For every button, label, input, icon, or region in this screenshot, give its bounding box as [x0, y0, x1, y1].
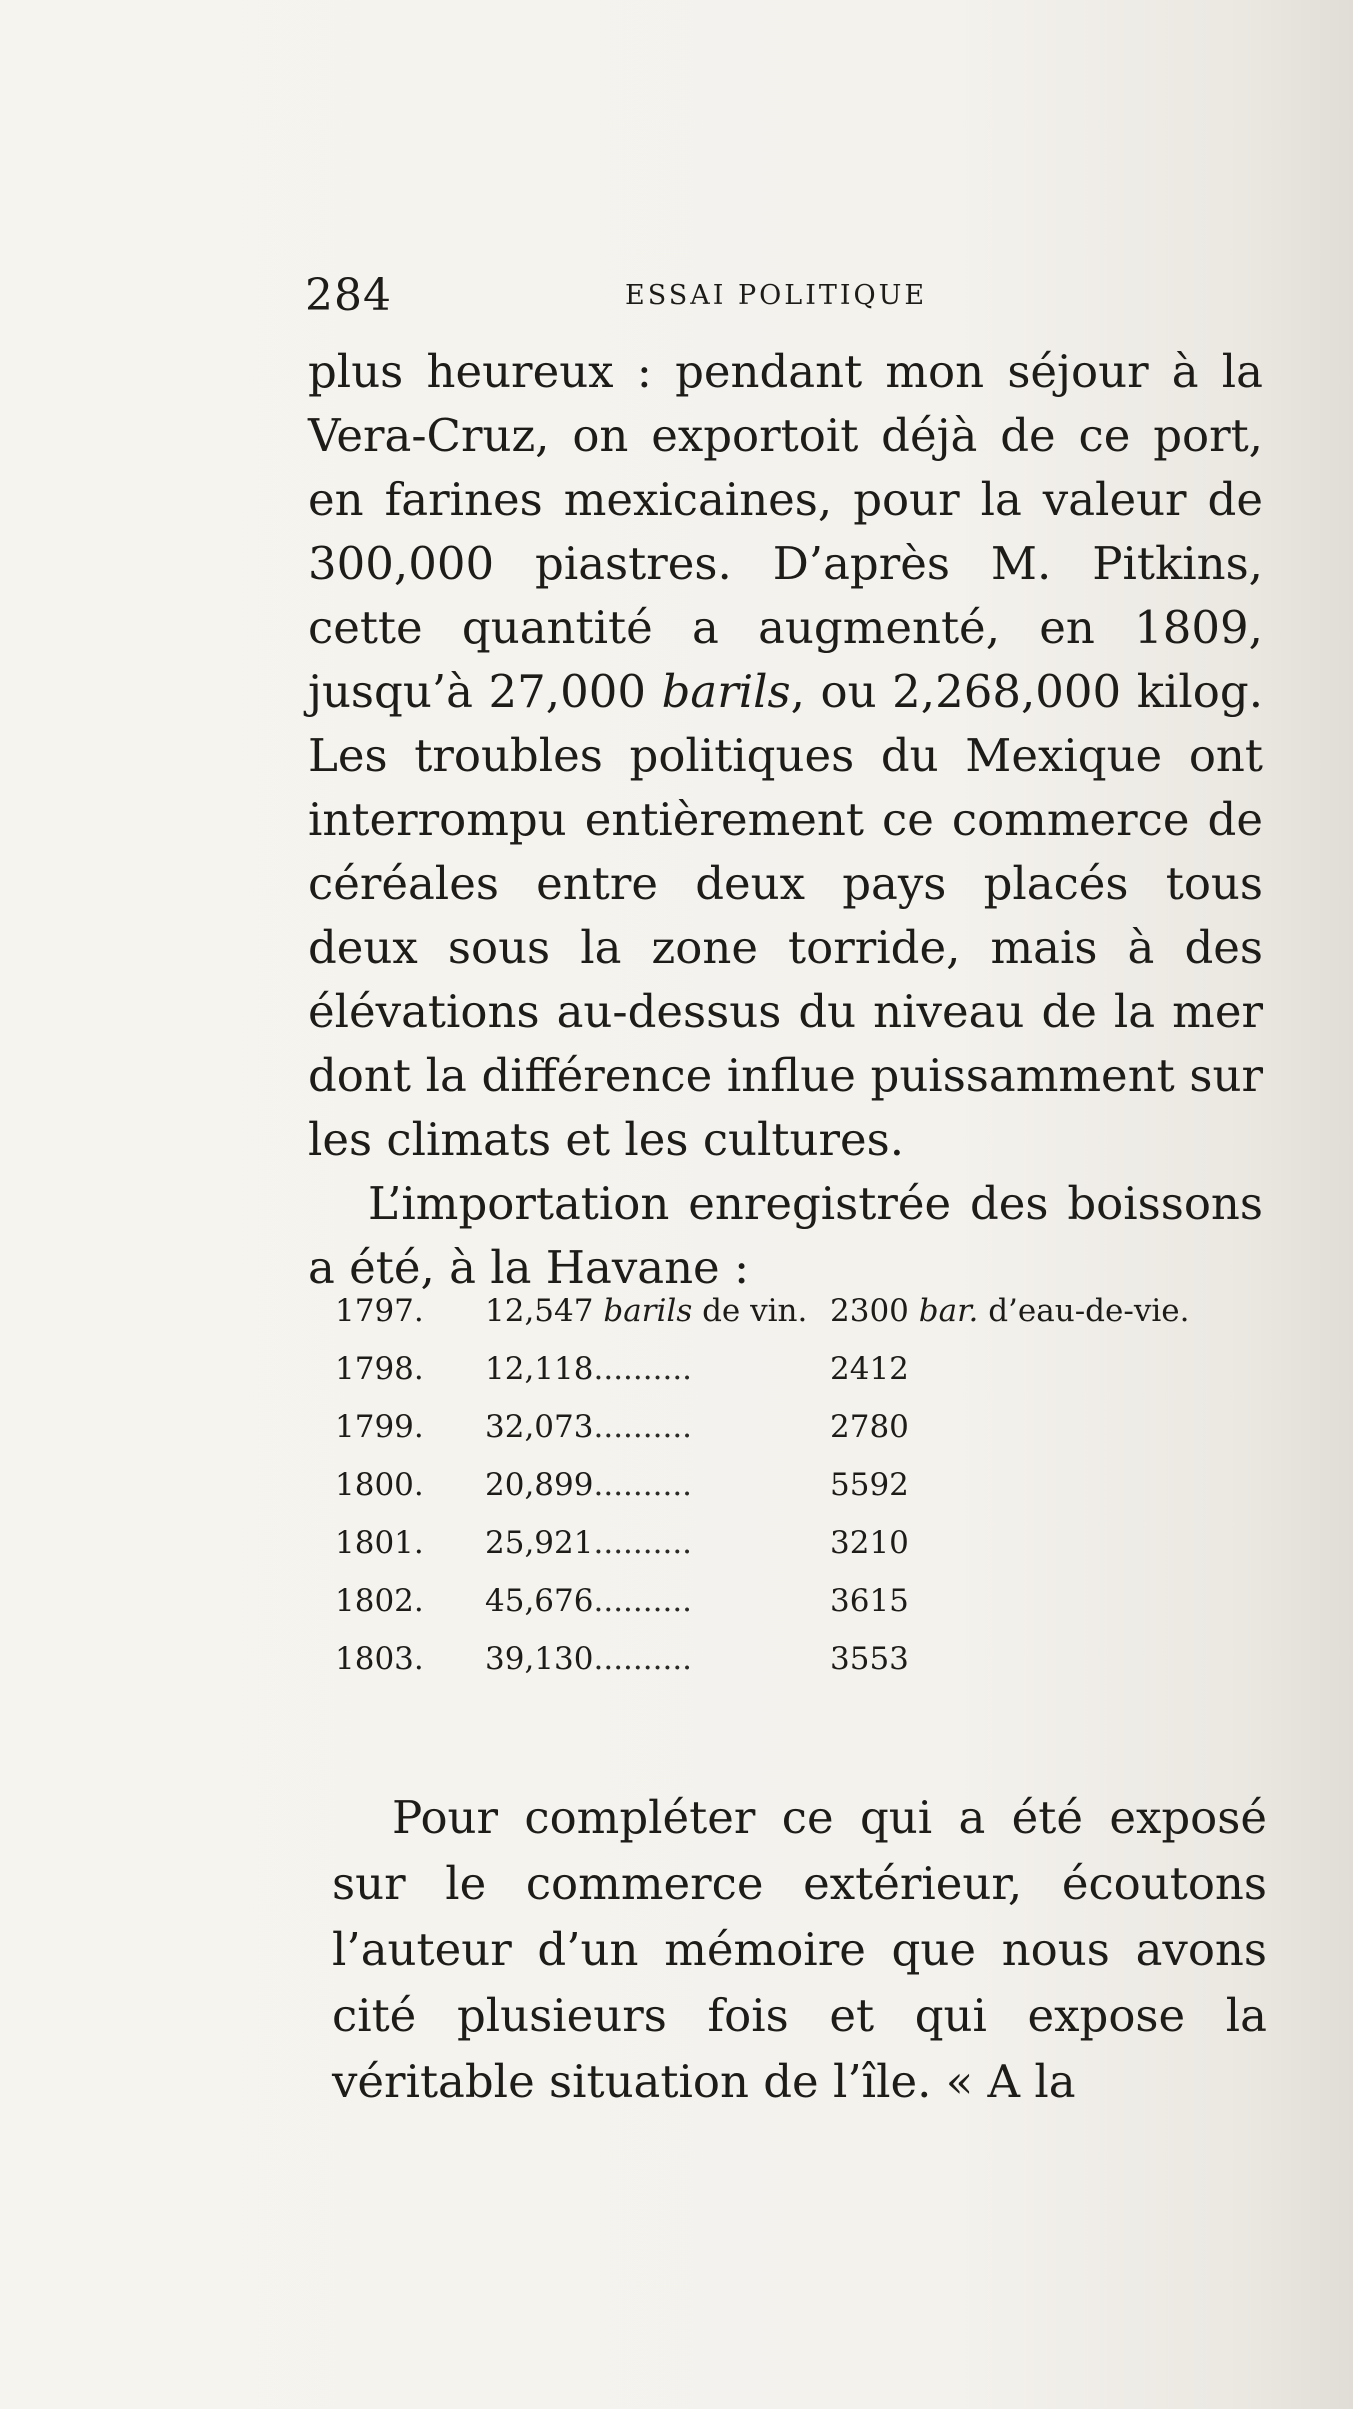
leader-dots: ..........	[593, 1525, 693, 1561]
spirits-value: 2300	[830, 1293, 909, 1329]
paragraph-import-intro: L’importation enregistrée des boissons a été, à la Havane :	[308, 1177, 1263, 1294]
table-row	[335, 1514, 1295, 1572]
italic-term: barils	[661, 665, 791, 718]
table-row	[335, 1630, 1295, 1688]
wine-cell	[485, 1340, 830, 1398]
wine-cell	[485, 1630, 830, 1688]
table-row	[335, 1456, 1295, 1514]
wine-value: 32,073	[485, 1409, 594, 1445]
beverage-import-table	[335, 1282, 1295, 1688]
leader-dots: ..........	[593, 1467, 693, 1503]
wine-value: 45,676	[485, 1583, 594, 1619]
year-cell: 1797.	[335, 1293, 424, 1329]
paragraph-flour-exports	[308, 340, 1263, 1172]
wine-value: 12,547	[485, 1293, 594, 1329]
table-row	[335, 1572, 1295, 1630]
wine-value: 20,899	[485, 1467, 594, 1503]
year-cell: 1800.	[335, 1467, 424, 1503]
spirits-cell: 2412	[830, 1351, 909, 1387]
table-row	[335, 1340, 1295, 1398]
spirits-label: d’eau-de-vie.	[978, 1293, 1190, 1329]
wine-label: de vin.	[692, 1293, 808, 1329]
wine-value: 12,118	[485, 1351, 594, 1387]
paragraph-text: plus heureux : pendant mon séjour à la Vera-Cruz, on exportoit déjà de ce port, en farines mexicaines, pour la valeur de 300,000 piastres. D’après M. Pitkins, cette quantité a augmenté, en 1809, jusqu’à 27,000	[308, 345, 1263, 718]
leader-dots: ..........	[593, 1583, 693, 1619]
spirits-cell: 5592	[830, 1467, 909, 1503]
wine-cell	[485, 1398, 830, 1456]
wine-value: 25,921	[485, 1525, 594, 1561]
table-row	[335, 1282, 1295, 1340]
page-header	[305, 268, 1285, 328]
leader-dots: ..........	[593, 1409, 693, 1445]
spirits-cell: 3553	[830, 1641, 909, 1677]
year-cell: 1798.	[335, 1351, 424, 1387]
year-cell: 1803.	[335, 1641, 424, 1677]
wine-unit: barils	[603, 1293, 693, 1329]
table-row	[335, 1398, 1295, 1456]
spirits-unit: bar.	[918, 1293, 979, 1329]
spirits-cell: 2780	[830, 1409, 909, 1445]
wine-value: 39,130	[485, 1641, 594, 1677]
spirits-cell	[830, 1282, 1189, 1340]
spirits-cell: 3615	[830, 1583, 909, 1619]
main-text	[308, 340, 1263, 1300]
wine-cell	[485, 1456, 830, 1514]
wine-cell	[485, 1282, 830, 1340]
year-cell: 1799.	[335, 1409, 424, 1445]
leader-dots: ..........	[593, 1641, 693, 1677]
year-cell: 1801.	[335, 1525, 424, 1561]
spirits-cell: 3210	[830, 1525, 909, 1561]
leader-dots: ..........	[593, 1351, 693, 1387]
paragraph-conclusion: Pour compléter ce qui a été exposé sur le commerce extérieur, écoutons l’auteur d’un mémoire que nous avons cité plusieurs fois et qui expose la véritable situation de l’île. « A la	[332, 1791, 1267, 2108]
running-title: ESSAI POLITIQUE	[625, 280, 928, 311]
year-cell: 1802.	[335, 1583, 424, 1619]
paragraph-text: , ou 2,268,000 kilog. Les troubles politiques du Mexique ont interrompu entièrement ce commerce de céréales entre deux pays placés tous deux sous la zone torride, mais à des élévations au-dessus du niveau de la mer dont la différence influe puissamment sur les climats et les cultures.	[308, 665, 1264, 1166]
wine-cell	[485, 1572, 830, 1630]
wine-cell	[485, 1514, 830, 1572]
page-number: 284	[305, 270, 392, 321]
